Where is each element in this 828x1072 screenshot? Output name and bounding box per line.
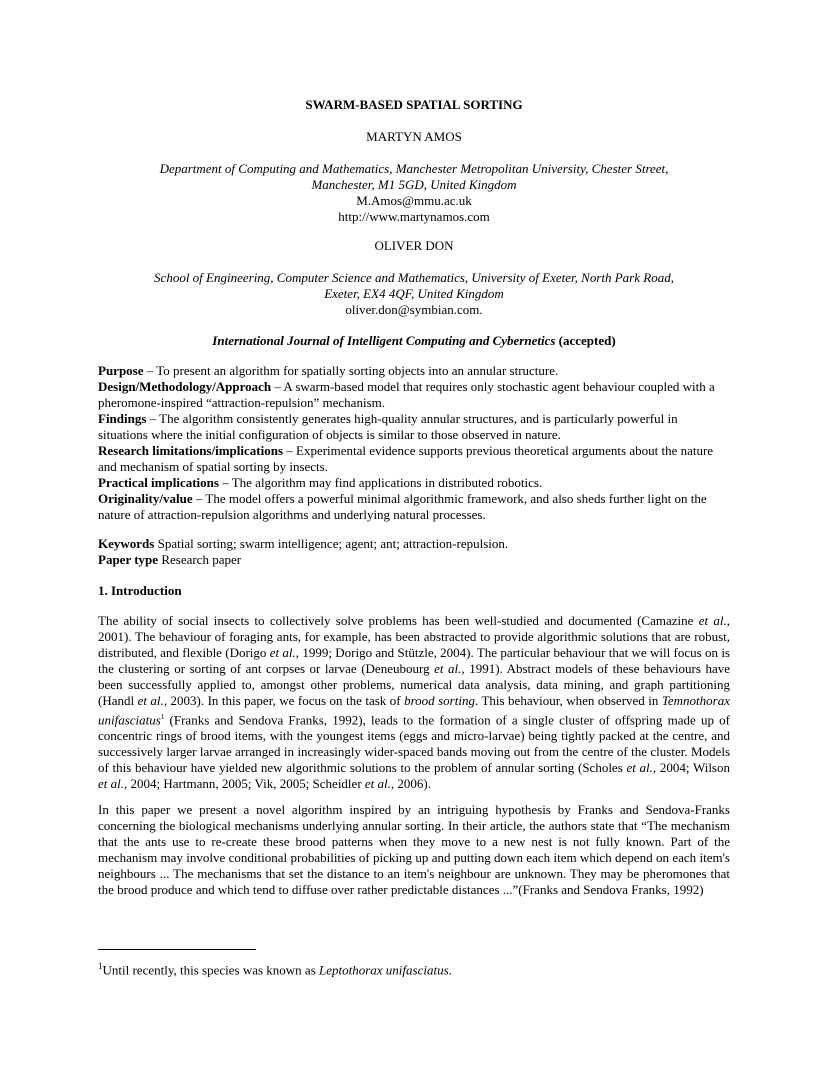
affiliation-line: School of Engineering, Computer Science and Mathematics, University of Exeter, North Park Road, — [154, 270, 674, 285]
author-affiliation-2 — [120, 270, 708, 318]
footnote: $^1$Until recently, this species was known as Leptothorax unifasciatus. — [98, 961, 452, 978]
keywords-line — [98, 536, 730, 552]
intro-paragraph-2: In this paper we present a novel algorithm inspired by an intriguing hypothesis by Franks and Sendova-Franks concerning the biological mechanisms underlying annular sorting. In their article, the authors state that “The mechanism that the ants use to re-create these brood patterns when they move to a new nest is not fully known. Part of the mechanism may involve conditional probabilities of picking up and putting down each item which depend on each item's neighbours ... The mechanisms that set the distance to an item's neighbour are unknown. They may be pheromones that the brood produce and which tend to diffuse over rather predictable distances ...”(Franks and Sendova Franks, 1992) — [98, 802, 730, 897]
author-name-1: MARTYN AMOS — [366, 129, 462, 144]
section-heading: 1. Introduction — [98, 583, 182, 598]
paper-type-label: Paper type — [98, 552, 159, 567]
affiliation-line: Department of Computing and Mathematics, Manchester Metropolitan University, Chester Street, — [159, 161, 669, 176]
footnote-marker: 1 — [160, 713, 165, 721]
abstract-label: Originality/value — [98, 491, 193, 506]
abstract-text: – Experimental evidence supports previous theoretical arguments about the nature and mechanism of spatial sorting by insects. — [98, 443, 714, 474]
footnote-rule — [98, 949, 256, 950]
abstract-text: – To present an algorithm for spatially sorting objects into an annular structure. — [143, 363, 559, 378]
author-email: oliver.don@symbian.com. — [345, 302, 483, 317]
abstract-text: – The algorithm consistently generates high-quality annular structures, and is particularly powerful in situations where the initial configuration of objects is similar to those observed in nature. — [98, 411, 678, 442]
paper-type-text: Research paper — [158, 552, 242, 567]
abstract-item — [98, 443, 730, 475]
journal-status: (accepted) — [555, 333, 616, 348]
paper-title: SWARM-BASED SPATIAL SORTING — [305, 97, 523, 112]
abstract-label: Practical implications — [98, 475, 219, 490]
abstract-text: – The algorithm may find applications in distributed robotics. — [218, 475, 543, 490]
abstract-label: Purpose — [98, 363, 144, 378]
abstract-label: Design/Methodology/Approach — [98, 379, 272, 394]
intro-paragraph-1: The ability of social insects to collectively solve problems has been well-studied and documented (Camazine et al., 2001). The behaviour of foraging ants, for example, has been abstracted to provide algorithmic solutions that are robust, distributed, and flexible (Dorigo et al., 1999; Dorigo and Stützle, 2004). The particular behaviour that we will focus on is the clustering or sorting of ant corpses or larvae (Deneubourg et al., 1991). Abstract models of these behaviours have been successfully applied to, amongst other problems, numerical data analysis, data mining, and graph partitioning (Handl et al., 2003). In this paper, we focus on the task of brood sorting. This behaviour, when observed in Temnothorax unifasciatus$^1$ (Franks and Sendova Franks, 1992), leads to the formation of a single cluster of offspring made up of concentric rings of brood items, with the youngest items (eggs and micro-larvae) being tightly packed at the centre, and successively larger larvae arranged in increasingly wider-spaced bands moving out from the centre of the cluster. Models of this behaviour have yielded new algorithmic solutions to the problem of annular sorting (Scholes et al., 2004; Wilson et al., 2004; Hartmann, 2005; Vik, 2005; Scheidler et al., 2006). — [98, 613, 731, 792]
author-url: http://www.martynamos.com — [338, 209, 490, 224]
abstract-item — [98, 379, 730, 411]
abstract-label: Findings — [98, 411, 147, 426]
affiliation-line: Exeter, EX4 4QF, United Kingdom — [324, 286, 504, 301]
abstract-text: – A swarm-based model that requires only stochastic agent behaviour coupled with a pheromone-inspired “attraction-repulsion” mechanism. — [98, 379, 715, 410]
keywords-block — [98, 536, 730, 568]
abstract-item — [98, 475, 730, 491]
abstract-item — [98, 411, 730, 443]
journal-line — [0, 333, 828, 349]
abstract-label: Research limitations/implications — [98, 443, 284, 458]
author-email: M.Amos@mmu.ac.uk — [356, 193, 472, 208]
keywords-text: Spatial sorting; swarm intelligence; agent; ant; attraction-repulsion. — [154, 536, 509, 551]
abstract-item — [98, 363, 730, 379]
author-affiliation-1 — [120, 161, 708, 225]
affiliation-line: Manchester, M1 5GD, United Kingdom — [311, 177, 517, 192]
abstract-item — [98, 491, 730, 523]
author-name-2: OLIVER DON — [374, 238, 454, 253]
abstract-text: – The model offers a powerful minimal algorithmic framework, and also sheds further light on the nature of attraction-repulsion algorithms and underlying natural processes. — [98, 491, 707, 522]
paper-type-line — [98, 552, 730, 568]
keywords-label: Keywords — [98, 536, 155, 551]
footnote-number: 1 — [98, 961, 103, 971]
structured-abstract — [98, 363, 730, 523]
journal-name: International Journal of Intelligent Computing and Cybernetics — [212, 333, 556, 348]
